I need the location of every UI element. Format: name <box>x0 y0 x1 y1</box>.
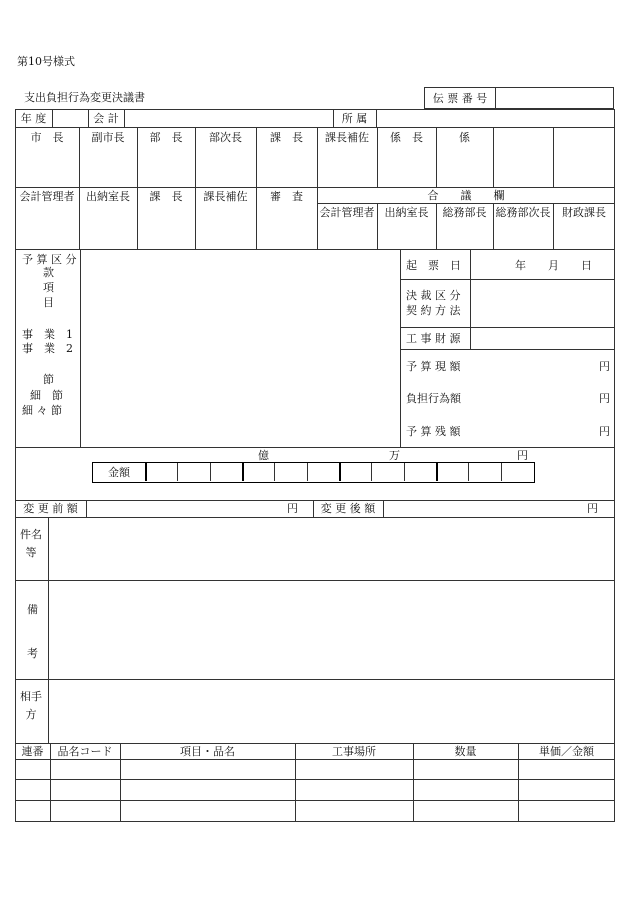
approver-seal-box-8[interactable] <box>437 146 492 186</box>
amount-digit-cell[interactable] <box>405 463 435 481</box>
budget-kou-label: 項 <box>43 281 54 294</box>
budget-field[interactable] <box>81 250 400 446</box>
kenmei-field[interactable] <box>49 518 614 580</box>
yosan-genkaku-label: 予 算 現 額 <box>406 360 461 373</box>
table-cell[interactable] <box>414 801 517 820</box>
approver2-label-4: 課長補佐 <box>203 190 248 203</box>
kihyo-label: 起 票 日 <box>406 259 461 272</box>
futan-label: 負担行為額 <box>406 392 461 405</box>
voucher-number-box <box>424 87 614 109</box>
shozoku-label: 所 属 <box>341 112 368 125</box>
amount-digit-cell[interactable] <box>372 463 402 481</box>
amount-digit-cell[interactable] <box>502 463 532 481</box>
nendo-label: 年 度 <box>20 112 47 125</box>
jigyo2-label: 事 業 2 <box>22 342 73 355</box>
approver2-label-3: 課 長 <box>149 190 183 203</box>
yen-2: 円 <box>599 392 610 405</box>
amount-digit-cell[interactable] <box>469 463 499 481</box>
table-cell[interactable] <box>51 801 119 820</box>
approver-seal-box-2[interactable] <box>80 146 136 186</box>
approver-label-3: 部 長 <box>149 131 183 144</box>
items-header-2: 品名コード <box>57 745 113 758</box>
aite-field[interactable] <box>49 680 614 742</box>
council-seal-box-5[interactable] <box>554 221 614 248</box>
keiyaku-houhou-label: 契 約 方 法 <box>406 304 461 317</box>
council-seal-box-1[interactable] <box>318 221 376 248</box>
change-before-yen: 円 <box>287 502 298 515</box>
form-title: 支出負担行為変更決議書 <box>24 91 145 104</box>
council-seal-box-3[interactable] <box>437 221 492 248</box>
council-seal-box-4[interactable] <box>494 221 552 248</box>
voucher-number-field[interactable] <box>496 88 613 108</box>
approver-label-2: 副市長 <box>91 131 125 144</box>
approver-label-1: 市 長 <box>30 131 64 144</box>
approver2-label-1: 会計管理者 <box>19 190 75 203</box>
table-cell[interactable] <box>296 780 412 799</box>
approver-seal-box-4[interactable] <box>196 146 255 186</box>
oku-label: 億 <box>258 449 269 462</box>
approver-label-8: 係 <box>459 131 470 144</box>
amount-digit-cell[interactable] <box>437 463 467 481</box>
amount-digit-cell[interactable] <box>211 463 241 481</box>
items-header-6: 単価／金額 <box>539 745 594 758</box>
table-cell[interactable] <box>414 760 517 778</box>
biko-label-2: 考 <box>27 647 38 660</box>
change-before-label: 変 更 前 額 <box>23 502 78 515</box>
shozoku-field[interactable] <box>377 110 614 126</box>
approver2-seal-box-2[interactable] <box>80 205 136 248</box>
approver-label-6: 課長補佐 <box>325 131 369 144</box>
table-cell[interactable] <box>414 780 517 799</box>
setsu-label: 節 <box>43 373 54 386</box>
change-after-yen: 円 <box>587 502 598 515</box>
kessai-kubun-label: 決 裁 区 分 <box>406 289 461 302</box>
jigyo1-label: 事 業 1 <box>22 328 73 341</box>
kouji-zaigen-label: 工 事 財 源 <box>406 332 461 345</box>
table-cell[interactable] <box>16 760 49 778</box>
approver2-seal-box-1[interactable] <box>16 205 78 248</box>
amount-digit-cell[interactable] <box>178 463 208 481</box>
approver-seal-box-7[interactable] <box>378 146 435 186</box>
items-header-4: 工事場所 <box>332 745 376 758</box>
table-cell[interactable] <box>16 780 49 799</box>
approver2-seal-box-5[interactable] <box>257 205 316 248</box>
council-title: 合 議 欄 <box>427 189 505 202</box>
council-label-2: 出納室長 <box>384 206 429 219</box>
amount-digit-cell[interactable] <box>308 463 338 481</box>
approver-seal-box-3[interactable] <box>138 146 194 186</box>
change-after-field[interactable] <box>384 501 614 516</box>
table-cell[interactable] <box>121 780 294 799</box>
budget-kan-label: 款 <box>43 266 54 279</box>
approver-seal-box-9[interactable] <box>494 146 552 186</box>
approver2-seal-box-3[interactable] <box>138 205 194 248</box>
approver-label-5: 課 長 <box>270 131 303 144</box>
table-cell[interactable] <box>16 801 49 820</box>
zangaku-label: 予 算 残 額 <box>406 425 461 438</box>
approver2-label-5: 審 査 <box>270 190 303 203</box>
change-after-label: 変 更 後 額 <box>320 502 376 515</box>
approver-seal-box-6[interactable] <box>318 146 376 186</box>
kaikei-field[interactable] <box>125 110 333 126</box>
approver-seal-box-1[interactable] <box>16 146 78 186</box>
council-label-5: 財政課長 <box>562 206 606 219</box>
nendo-field[interactable] <box>53 110 88 126</box>
yen-3: 円 <box>599 425 610 438</box>
council-seal-box-2[interactable] <box>378 221 435 248</box>
amount-digit-cell[interactable] <box>340 463 370 481</box>
kaikei-label: 会 計 <box>93 112 119 125</box>
kenmei-label: 件名等 <box>20 528 42 559</box>
approver2-label-2: 出納室長 <box>86 190 130 203</box>
man-label: 万 <box>389 449 400 462</box>
items-header-5: 数量 <box>454 745 477 758</box>
table-cell[interactable] <box>51 760 119 778</box>
amount-digit-cell[interactable] <box>243 463 273 481</box>
en-label: 円 <box>517 449 528 462</box>
items-header-1: 連番 <box>21 745 44 758</box>
table-cell[interactable] <box>519 760 614 778</box>
saisetsu-label: 細 節 <box>30 389 63 402</box>
biko-label-1: 備 <box>27 603 38 616</box>
biko-field[interactable] <box>49 581 614 679</box>
approver-label-7: 係 長 <box>390 131 423 144</box>
kihyo-date: 年 月 日 <box>515 259 592 272</box>
council-label-4: 総務部次長 <box>495 206 551 219</box>
council-label-3: 総務部長 <box>442 206 487 219</box>
amount-digit-cell[interactable] <box>275 463 305 481</box>
items-header-3: 項目・品名 <box>180 745 235 758</box>
approver-seal-box-10[interactable] <box>554 146 614 186</box>
council-label-1: 会計管理者 <box>319 206 375 219</box>
table-cell[interactable] <box>519 780 614 799</box>
approver-label-4: 部次長 <box>209 131 242 144</box>
budget-kubun-label: 予 算 区 分 <box>22 253 77 266</box>
aite-label: 相手方 <box>20 690 42 721</box>
table-cell[interactable] <box>519 801 614 820</box>
change-before-field[interactable] <box>87 501 313 516</box>
table-cell[interactable] <box>296 801 412 820</box>
form-number: 第10号様式 <box>17 55 75 68</box>
yen-1: 円 <box>599 360 610 373</box>
table-cell[interactable] <box>121 760 294 778</box>
approver-seal-box-5[interactable] <box>257 146 316 186</box>
table-cell[interactable] <box>296 760 412 778</box>
amount-label: 金額 <box>108 466 130 479</box>
table-cell[interactable] <box>51 780 119 799</box>
table-cell[interactable] <box>121 801 294 820</box>
budget-moku-label: 目 <box>43 296 54 309</box>
amount-digit-cell[interactable] <box>146 463 176 481</box>
saisaisetsu-label: 細 々 節 <box>22 404 62 417</box>
amount-box <box>92 462 535 483</box>
voucher-label: 伝 票 番 号 <box>432 92 488 105</box>
approver2-seal-box-4[interactable] <box>196 205 255 248</box>
